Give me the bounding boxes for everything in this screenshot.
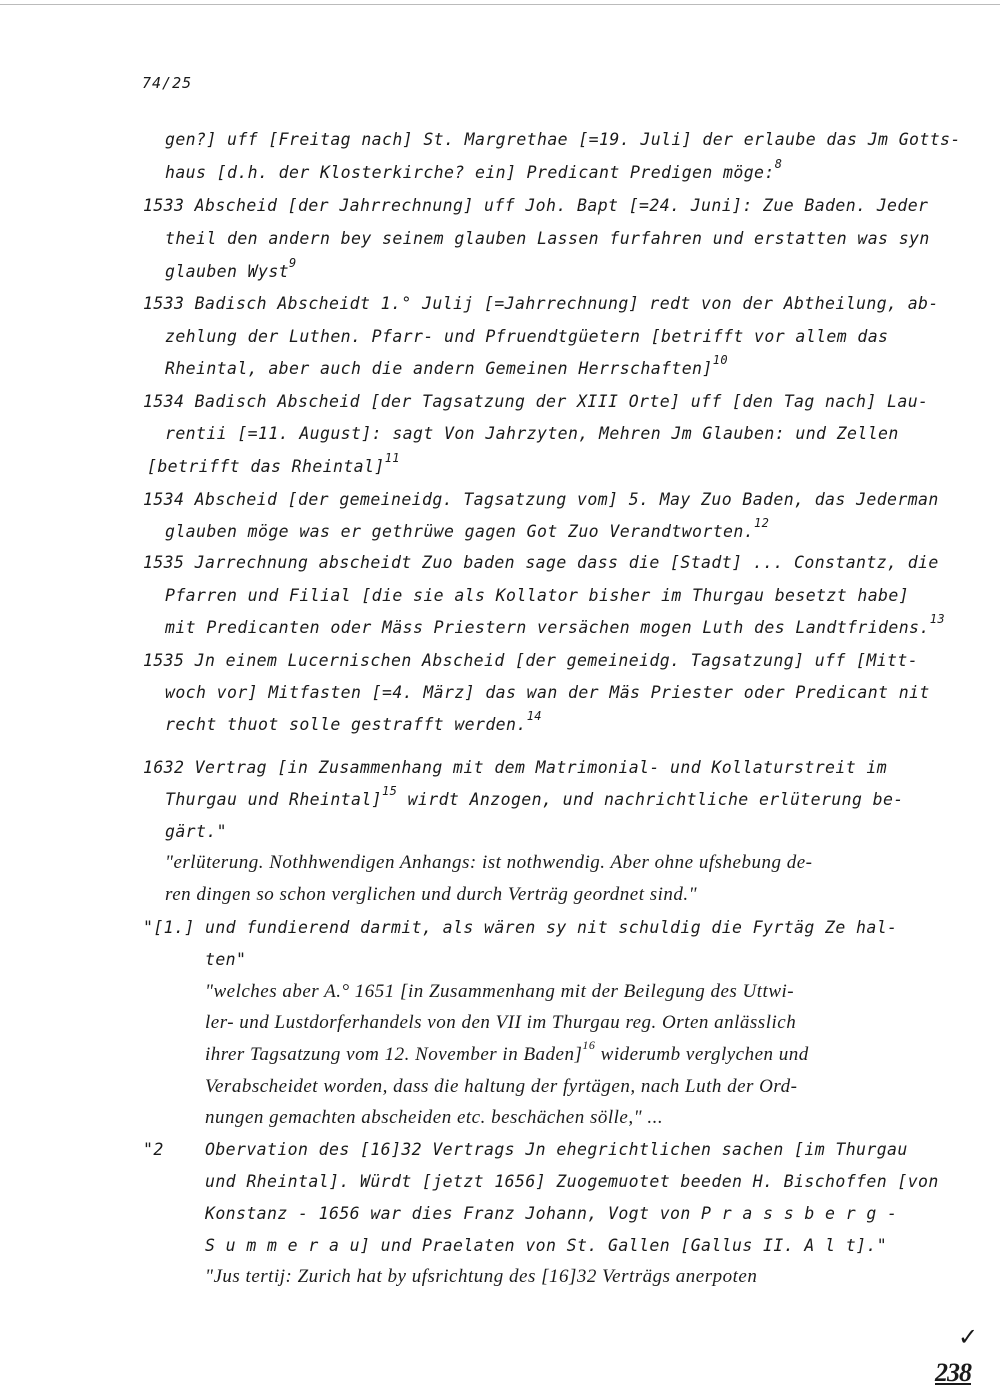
text-line: gärt." <box>165 822 228 841</box>
footnote-ref: 8 <box>774 156 783 171</box>
script-text-line: "Jus tertij: Zurich hat by ufsrichtung des [16]32 Verträgs anerpoten <box>205 1266 758 1287</box>
text-line: und Rheintal]. Würdt [jetzt 1656] Zuogemuotet beeden H. Bischoffen [von <box>205 1172 939 1191</box>
text-line: glauben möge was er gethrüwe gagen Got Zuo Verandtworten.$^{12}$ <box>165 515 770 541</box>
text-line: gen?] uff [Freitag nach] St. Margrethae [=19. Juli] der erlaube das Jm Gotts- <box>165 130 961 149</box>
footnote-ref: 11 <box>384 450 400 465</box>
script-text-line: ihrer Tagsatzung vom 12. November in Baden]$^{16}$ widerumb verglychen und <box>205 1037 809 1065</box>
text-line: woch vor] Mitfasten [=4. März] das wan der Mäs Priester oder Predicant nit <box>165 683 930 702</box>
footnote-ref: 14 <box>526 708 542 723</box>
page-number: 238 <box>935 1358 971 1387</box>
text-line: Pfarren und Filial [die sie als Kollator bisher im Thurgau besetzt habe] <box>165 586 910 605</box>
footnote-ref: 10 <box>712 352 728 367</box>
text-line: "2 <box>143 1140 164 1159</box>
script-text-line: nungen gemachten abscheiden etc. beschächen sölle," ... <box>205 1107 664 1128</box>
text-line: mit Predicanten oder Mäss Priestern versächen mogen Luth des Landtfridens.$^{13}$ <box>165 611 945 637</box>
text-line: haus [d.h. der Klosterkirche? ein] Predicant Predigen möge:$^8$ <box>165 156 783 182</box>
text-line: glauben Wyst$^9$ <box>165 255 297 281</box>
footnote-ref: 9 <box>289 255 297 270</box>
text-line: 1533 Badisch Abscheidt 1.° Julij [=Jahrrechnung] redt von der Abtheilung, ab- <box>143 294 939 313</box>
text-line: recht thuot solle gestrafft werden.$^{14}$ <box>165 708 542 734</box>
text-line: 1534 Badisch Abscheid [der Tagsatzung der XIII Orte] uff [den Tag nach] Lau- <box>143 392 929 411</box>
text-line: 1535 Jn einem Lucernischen Abscheid [der gemeineidg. Tagsatzung] uff [Mitt- <box>143 651 919 670</box>
text-line: 1533 Abscheid [der Jahrrechnung] uff Joh. Bapt [=24. Juni]: Zue Baden. Jeder <box>143 196 929 215</box>
script-text-line: Verabscheidet worden, dass die haltung der fyrtägen, nach Luth der Ord- <box>205 1076 798 1097</box>
text-line: S u m m e r a u] und Praelaten von St. Gallen [Gallus II. A l t]." <box>205 1236 888 1255</box>
text-line: zehlung der Luthen. Pfarr- und Pfruendtgüetern [betrifft vor allem das <box>165 327 889 346</box>
text-line: "[1.] und fundierend darmit, als wären sy nit schuldig die Fyrtäg Ze hal- <box>143 918 898 937</box>
text-line: 1535 Jarrechnung abscheidt Zuo baden sage dass die [Stadt] ... Constantz, die <box>143 553 939 572</box>
text-line: rentii [=11. August]: sagt Von Jahrzyten, Mehren Jm Glauben: und Zellen <box>165 424 899 443</box>
footnote-ref: 16 <box>582 1037 596 1052</box>
text-line: 1534 Abscheid [der gemeineidg. Tagsatzung vom] 5. May Zuo Baden, das Jederman <box>143 490 939 509</box>
footnote-ref: 13 <box>929 611 945 626</box>
check-mark-icon: ✓ <box>958 1323 979 1351</box>
script-text-line: ler- und Lustdorferhandels von den VII im Thurgau reg. Orten anlässlich <box>205 1012 797 1033</box>
text-line: 1632 Vertrag [in Zusammenhang mit dem Matrimonial- und Kollaturstreit im <box>143 758 888 777</box>
text-line: ten" <box>205 950 247 969</box>
text-line: [betrifft das Rheintal]$^{11}$ <box>147 450 400 476</box>
text-line: Thurgau und Rheintal]$^{15}$ wirdt Anzogen, und nachrichtliche erlüterung be- <box>165 783 904 809</box>
footnote-ref: 15 <box>382 783 398 798</box>
script-text-line: ren dingen so schon verglichen und durch Verträg geordnet sind." <box>165 884 698 905</box>
script-text-line: "welches aber A.° 1651 [in Zusammenhang mit der Beilegung des Uttwi- <box>205 981 795 1002</box>
page-header-reference: 74/25 <box>142 74 193 92</box>
text-line: Konstanz - 1656 war dies Franz Johann, Vogt von P r a s s b e r g - <box>205 1204 898 1223</box>
text-line: theil den andern bey seinem glauben Lassen furfahren und erstatten was syn <box>165 229 930 248</box>
script-text-line: "erlüterung. Nothhwendigen Anhangs: ist nothwendig. Aber ohne ufshebung de- <box>165 852 813 873</box>
text-line: Rheintal, aber auch die andern Gemeinen Herrschaften]$^{10}$ <box>165 352 728 378</box>
text-line: Obervation des [16]32 Vertrags Jn ehegrichtlichen sachen [im Thurgau <box>205 1140 908 1159</box>
scan-top-edge <box>0 4 1000 5</box>
footnote-ref: 12 <box>754 515 770 530</box>
